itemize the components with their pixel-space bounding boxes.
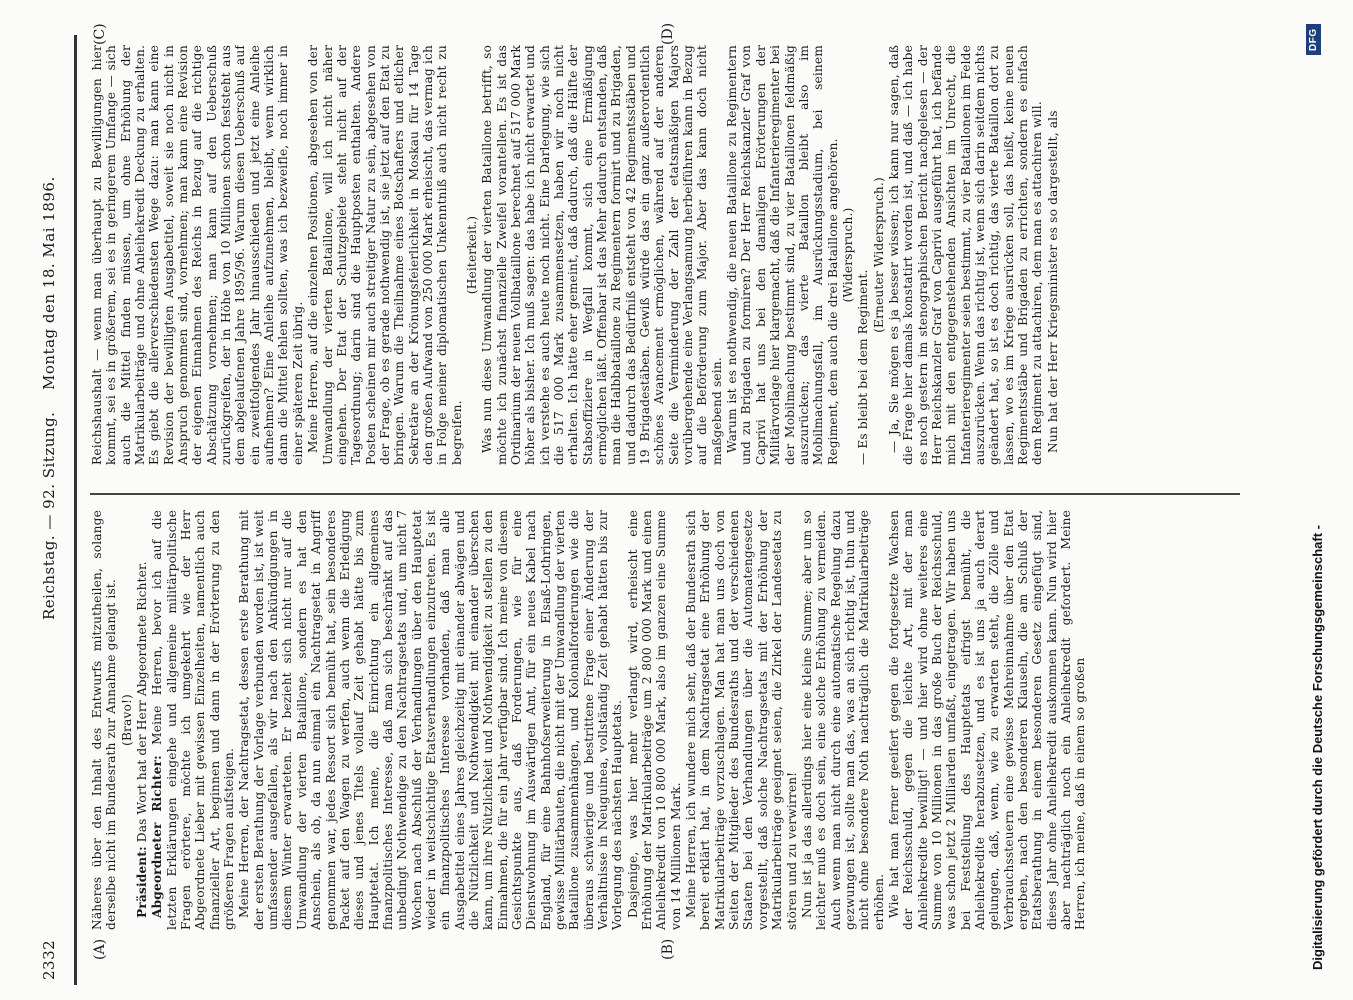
paragraph xyxy=(725,45,840,465)
paragraph xyxy=(1046,45,1060,465)
left-text-column xyxy=(90,510,1240,930)
paragraph-text: — Ja, Sie mögen es ja besser wissen; ich kann nur sagen, daß die Frage hier damals konstatirt worden ist, und daß — ich habe es noch gestern im stenographischen Bericht nachgelesen — der Herr Reichskanzler Graf von Caprivi ausgeführt hat, ich befände mich mit den entgegenstehenden Ansichten im Unrecht, die Infanterieregimenter seien bestimmt, zu vier Bataillonen im Felde auszurücken. Wenn das richtig ist, wenn sich darin seitdem nichts geändert hat, so ist es doch richtig, das vierte Bataillon dort zu lassen, wo es im Kriege ausrücken soll, das heißt, keine neuen Regimentsstäbe und Brigaden zu errichten, sondern es einfach dem Regiment zu attachiren, dem man es attachiren will. xyxy=(886,45,1045,465)
paragraph-text: Was nun diese Umwandlung der vierten Bataillone betrifft, so möchte ich zunächst finanzielle Zweifel vorantellen. Es ist das Ordinarium der neuen Vollbataillone berechnet auf 517 000 Mark höher als bisher. Ich muß sagen: das habe ich nicht erwartet und ich verstehe es auch heute noch nicht. Eine Darlegung, wie sich die 517 000 Mark zusammensetzen, haben wir noch nicht erhalten. Ich hätte eher gemeint, daß dadurch, daß die Hälfte der Stabsoffiziere in Wegfall kommt, sich eine Ermäßigung ermöglichen läßt. Offenbar ist das Mehr dadurch entstanden, daß man die Halbbataillone zu Regimentern formirt und zu Brigaden, und dadurch das Bedürfniß entsteht von 42 Regimentsstäben und 19 Brigadestäben. Gewiß würde das ein ganz außerordentlich schönes Avancement ermöglichen, während auf der anderen Seite die Verminderung der Zahl der etatsmäßigen Majors vorübergehende eine Verlangsamung herbeiführen kann in Bezug auf die Beförderung zum Major. Aber das kann doch nicht maßgebend sein. xyxy=(480,45,724,465)
paragraph-text: Dasjenige, was hier mehr verlangt wird, erheischt eine Erhöhung der Matrikularbeiträge um 2 800 000 Mark und einen Anleihekredit von 10 800 000 Mark, also im ganzen eine Summe von 14 Millionen Mark. xyxy=(625,510,683,930)
paragraph xyxy=(90,45,305,465)
paragraph xyxy=(90,510,119,930)
speaker-name: Präsident: xyxy=(135,846,150,918)
paragraph xyxy=(306,45,464,465)
paragraph-text: Meine Herren, ich wundere mich sehr, daß der Bundesrath sich bereit erklärt hat, in dem Nachtragsetat eine Erhöhung der Matrikularbeiträge vorzuschlagen. Man hat man uns doch von Seiten der Mitglieder des Bundesraths und der verschiedenen Staaten bei den Verhandlungen über die Automatengesetze vorgestellt, daß solche Nachtragsetats mit der Erhöhung der Matrikularbeiträge geeignet seien, die Zirkel der Landesetats zu stören und zu verwirren! xyxy=(684,510,799,930)
paragraph xyxy=(872,45,886,465)
margin-letter-b: (B) xyxy=(660,938,676,960)
paragraph xyxy=(887,510,1088,930)
paragraph xyxy=(887,45,1045,465)
paragraph xyxy=(135,510,149,930)
margin-letter-c: (C) xyxy=(92,23,108,45)
paragraph-text: (Bravo!) xyxy=(119,694,134,746)
credit-text: Digitalisierung gefördert durch die Deutsche Forschungsgemeinschaft - xyxy=(1310,525,1325,970)
margin-letter-a: (A) xyxy=(92,938,108,960)
right-text-column xyxy=(90,45,1240,465)
paragraph-text: Nun ist ja das allerdings hier eine kleine Summe; aber um so leichter muß es doch sein, eine solche Erhöhung zu vermeiden. Auch wenn man nicht durch eine automatische Regelung dazu gezwungen ist, sollte man das, was an sich richtig ist, thun und nicht ohne besondere Noth nachträglich die Matrikularbeiträge erhöhen. xyxy=(799,510,886,930)
paragraph-text: Das Wort hat der Herr Abgeordnete Richter. xyxy=(135,561,150,847)
paragraph-text: (Heiterkeit.) xyxy=(464,215,479,295)
session-title: Reichstag. — 92. Sitzung. xyxy=(40,411,58,620)
paragraph-text: Meine Herren, der Nachtragsetat, dessen erste Berathung mit der ersten Berathung der Vorlage verbunden worden ist, ist weit umfassender ausgefallen, als wir nach den Ankündigungen in diesem Winter erwarteten. Er bezieht sich nicht nur auf die Umwandlung der vierten Bataillone, sondern es hat den Anschein, als ob, da nun einmal ein Nachtragsetat in Angriff genommen war, jedes Ressort sich bemüht hat, sein besonderes Packet auf den Wagen zu werfen, auch wenn die Erledigung dieses und jenes Titels vollauf Zeit gehabt hätte bis zum Hauptetat. Ich meine, die Einrichtung ein allgemeines finanzpolitisches Interesse, daß man sich beschränkt auf das unbedingt Nothwendige zu den Nachtragsetats und, um nicht 7 Wochen nach Abschluß der Verhandlungen über den Hauptetat wieder in weitschichtige Etatsverhandlungen einzutreten. Es ist ein finanzpolitisches Interesse vorhanden, daß man alle Ausgabetitel eines Jahres gleichzeitig mit einander abwägen und die Nützlichkeit und Nothwendigkeit mit einander überschen kann, um ihre Nützlichkeit und Nothwendigkeit zu stellen zu den Einnahmen, die für ein Jahr verfügbar sind. Ich meine von diesem Gesichtspunkte aus, daß Forderungen, wie für eine Dienstwohnung im Auswärtigen Amt, für ein neues Kabel nach England, für eine Bahnhofserweiterung in Elsaß-Lothringen, gewisse Militärbauten, die nicht mit der Umwandlung der vierten Bataillone zusammenhängen, und Kolonialforderungen wie die überaus schwierige und bestrittene Frage einer Änderung der Verhältnisse in Neuguinea, vollständig Zeit gehabt hätten bis zur Vorlegung des nächsten Hauptetats. xyxy=(237,510,625,930)
margin-letter-d: (D) xyxy=(660,22,676,45)
paragraph xyxy=(626,510,683,930)
paragraph xyxy=(465,45,479,465)
dfg-logo: DFG xyxy=(1306,24,1321,55)
paragraph xyxy=(150,510,236,930)
paragraph-text: (Erneuter Widerspruch.) xyxy=(871,177,886,333)
column-divider xyxy=(90,493,1240,495)
page-number: 2332 xyxy=(40,939,58,980)
paragraph xyxy=(841,45,855,465)
paragraph-text: Näheres über den Inhalt des Entwurfs mitzutheilen, solange derselbe nicht im Bundesrath zur Annahme gelangt ist. xyxy=(90,510,119,930)
paragraph xyxy=(480,45,724,465)
digitization-credit xyxy=(1310,30,1325,970)
paragraph xyxy=(120,510,134,930)
paragraph xyxy=(800,510,886,930)
paragraph xyxy=(237,510,624,930)
session-date: Montag den 18. Mai 1896. xyxy=(40,176,58,390)
paragraph-text: Warum ist es nothwendig, die neuen Bataillone zu Regimentern und zu Brigaden zu formiren? Der Herr Reichskanzler Graf von Caprivi hat uns bei den damaligen Erörterungen der Militärvorlage hier klargemacht, daß die Infanterieregimenter bei der Mobilmachung bestimmt sind, zu vier Bataillonen feldmäßig auszurücken; das vierte Bataillon bleibt also im Mobilmachungsfall, im Ausrückungsstadium, bei seinem Regiment, dem auch die drei Bataillone angehören. xyxy=(725,45,840,465)
paragraph-text: Reichshaushalt — wenn man überhaupt zu Bewilligungen hier kommt, sei es in größerem, sei es in geringerem Umfange — sich auch die Mittel finden müssen, um ohne Erhöhung der Matrikularbeiträge und ohne Anleihekredit Deckung zu erhalten. Es giebt die allerverschiedensten Wege dazu: man kann eine Revision der bewilligten Ausgabetitel, soweit sie noch nicht in Anspruch genommen sind, vornehmen; man kann eine Revision der eigenen Einnahmen des Reichs in Bezug auf die richtige Abschätzung vornehmen; man kann auf den Ueberschuß zurückgreifen, der in Höhe von 10 Millionen schon feststeht aus dem abgelaufenen Jahre 1895/96. Warum diesen Ueberschuß auf ein zweitfolgendes Jahr hinausschieden und jetzt eine Anleihe aufnehmen? Eine Anleihe aufzunehmen, bleibt, wenn wirklich dann die Mittel fehlen sollten, was ich bezweifle, noch immer in einer späteren Zeit übrig. xyxy=(90,45,305,465)
paragraph-text: Wie hat man ferner geeifert gegen die fortgesetzte Wachsen der Reichsschuld, gegen die leichte Art, mit der man Anleihekredite bewilligt! — und hier wird ohne weiteres eine Summe von 10 Millionen in das große Buch der Reichsschuld, was schon jetzt 2 Milliarden umfaßt, eingetragen. Wir haben uns bei Feststellung des Hauptetats eifrigst bemüht, die Anleihekredite herabzusetzen, und es ist uns ja auch derart gelungen, daß, wenn, wie zu erwarten steht, die Zölle und Verbrauchssteuern eine gewisse Mehreinnahme über den Etat ergeben, nach den besonderen Klauseln, die am Schluß der Etatsberathung in einem besonderen Gesetz eingefügt sind, dieses Jahr ohne Anleihekredit auskommen kann. Nun wird hier aber nachträglich noch ein Anleihekredit gefordert. Meine Herren, ich meine, daß in einem so großen xyxy=(886,510,1088,930)
paragraph-text: — Es bleibt bei dem Regiment. xyxy=(856,269,871,465)
speaker-name: Abgeordneter Richter: xyxy=(150,755,165,918)
paragraph xyxy=(684,510,799,930)
paragraph-text: Meine Herren, bevor ich auf die letzten Erklärungen eingehe und allgemeine militärpolitische Fragen erörtere, möchte ich umgekehrt wie der Herr Abgeordnete Lieber mit gewissen Einzelheiten, namentlich auch finanzieller Art, beginnen und dann in der Erörterung zu den größeren Fragen aufsteigen. xyxy=(150,510,237,930)
paragraph-text: Nun hat der Herr Kriegsminister es so dargestellt, als xyxy=(1045,110,1060,453)
header-rule xyxy=(74,35,77,985)
paragraph xyxy=(856,45,870,465)
paragraph-text: (Widerspruch.) xyxy=(840,207,855,303)
paragraph-text: Meine Herren, auf die einzelnen Positionen, abgesehen von der Umwandlung der vierten Bataillone, will ich nicht näher eingehen. Der Etat der Schutzgebiete steht nicht auf der Tagesordnung; darin sind die Hauptposten enthalten. Andere Posten scheinen mir auch streitiger Natur zu sein, abgesehen von der Frage, ob es gerade nothwendig ist, sie jetzt auf den Etat zu bringen. Warum die Theilnahme eines Botschafters und etlicher Sekretäre an der Krönungsfeierlichkeit in Moskau für 14 Tage den großen Aufwand von 250 000 Mark erheischt, das vermag ich in Folge meiner diplomatischen Unkenntniß auch nicht recht zu begreifen. xyxy=(306,45,464,465)
